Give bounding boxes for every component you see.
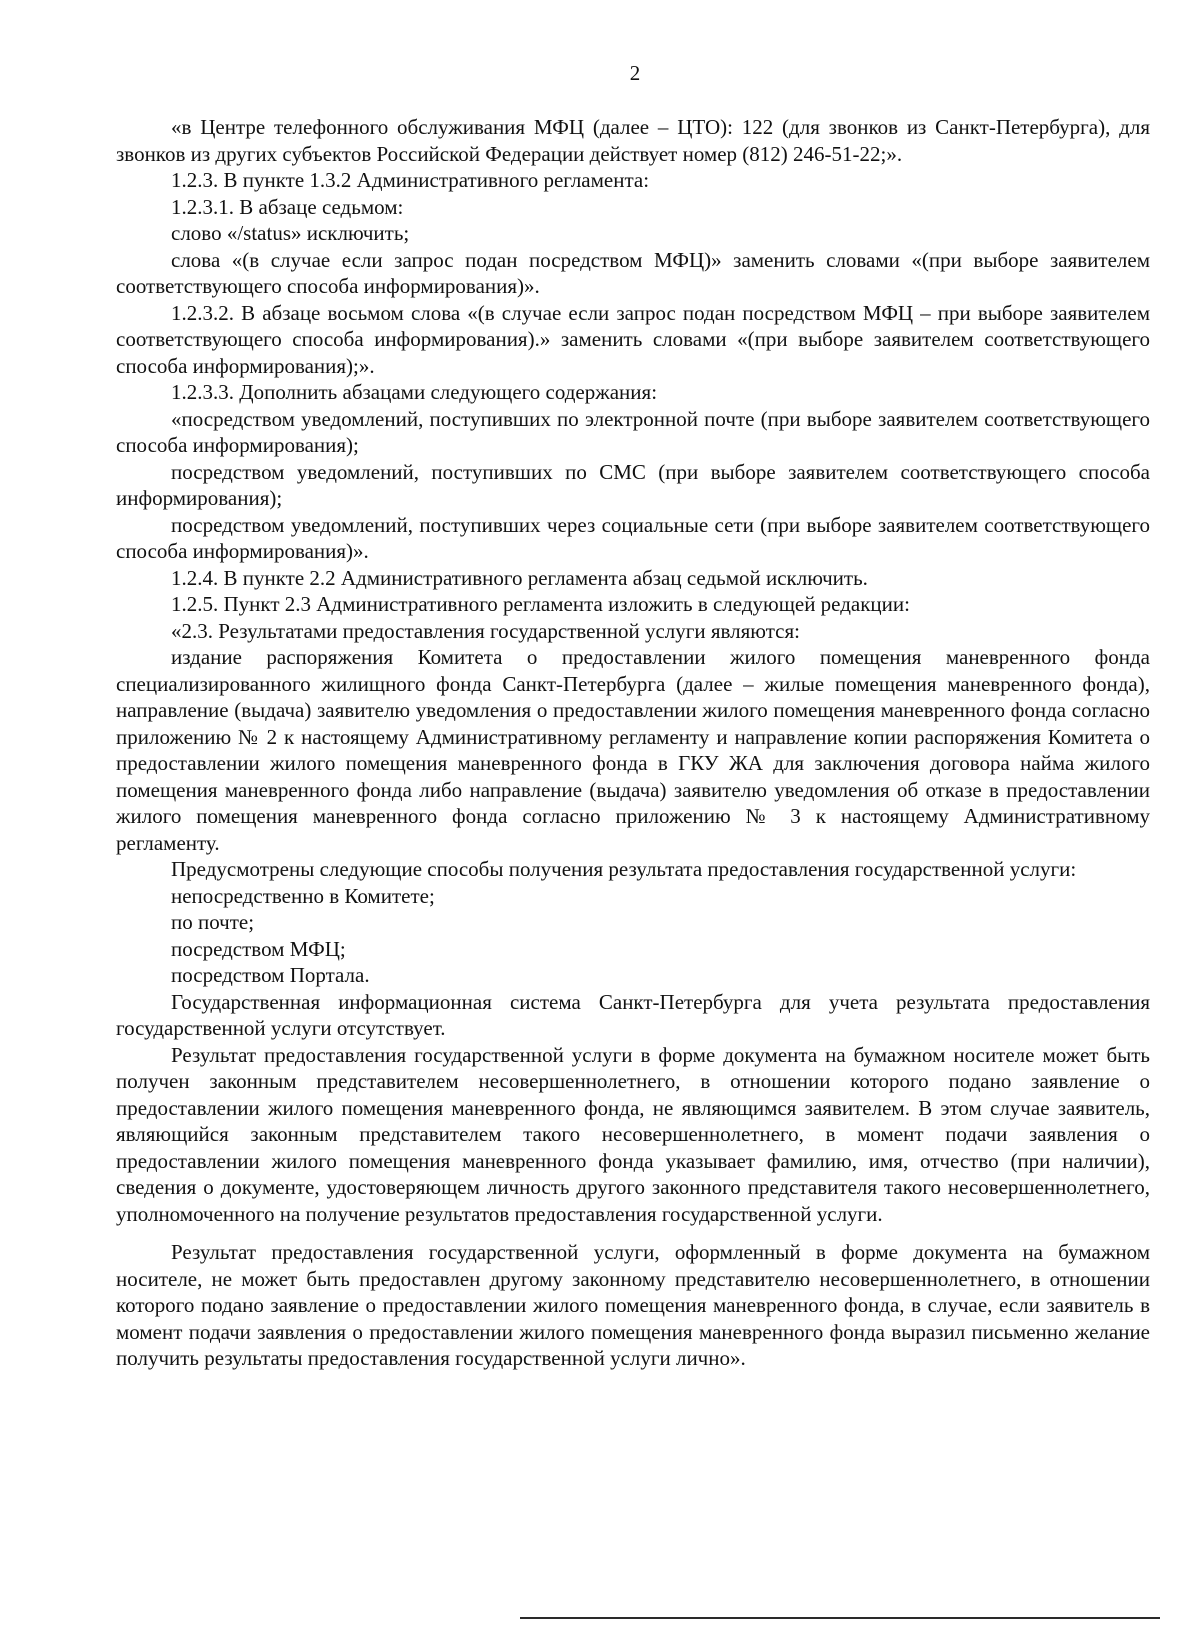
paragraph-1-2-5: 1.2.5. Пункт 2.3 Административного регламента изложить в следующей редакции: xyxy=(171,592,910,616)
paragraph-results-description: издание распоряжения Комитета о предоставлении жилого помещения маневренного фонда специализированного жилищного фонда Санкт-Петербурга (далее – жилые помещения маневренного фонда), направление (выдача) заявителю уведомления о предоставлении жилого помещения маневренного фонда согласно приложению № 2 к настоящему Административному регламенту и направление копии распоряжения Комитета о предоставлении жилого помещения маневренного фонда в ГКУ ЖА для заключения договора найма жилого помещения маневренного фонда либо направление (выдача) заявителю уведомления об отказе в предоставлении жилого помещения маневренного фонда согласно приложению № 3 к настоящему Административному регламенту. xyxy=(116,645,1150,855)
paragraph-email-notifications: «посредством уведомлений, поступивших по электронной почте (при выборе заявителем соответствующего способа информирования); xyxy=(116,406,1150,457)
paragraph-replace-words: слова «(в случае если запрос подан посредством МФЦ)» заменить словами «(при выборе заявителем соответствующего способа информирования)». xyxy=(116,247,1150,298)
paragraph-1-2-3: 1.2.3. В пункте 1.3.2 Административного регламента: xyxy=(171,168,650,192)
paragraph-sms-notifications: посредством уведомлений, поступивших по СМС (при выборе заявителем соответствующего способа информирования); xyxy=(116,459,1150,510)
paragraph-legal-representative: Результат предоставления государственной услуги в форме документа на бумажном носителе может быть получен законным представителем несовершеннолетнего, в отношении которого подано заявление о предоставлении жилого помещения маневренного фонда, не являющимся заявителем. В этом случае заявитель, являющийся законным представителем такого несовершеннолетнего, в момент подачи заявления о предоставлении жилого помещения маневренного фонда указывает фамилию, имя, отчество (при наличии), сведения о документе, удостоверяющем личность другого законного представителя такого несовершеннолетнего, уполномоченного на получение результатов предоставления государственной услуги. xyxy=(116,1042,1150,1226)
paragraph-information-system: Государственная информационная система Санкт-Петербурга для учета результата предоставления государственной услуги отсутствует. xyxy=(116,989,1150,1040)
paragraph-social-notifications: посредством уведомлений, поступивших через социальные сети (при выборе заявителем соответствующего способа информирования)». xyxy=(116,512,1150,563)
paragraph-1-2-3-1: 1.2.3.1. В абзаце седьмом: xyxy=(171,194,404,219)
scan-edge-line xyxy=(520,1617,1160,1619)
document-body xyxy=(116,114,1150,1372)
page-number: 2 xyxy=(629,61,641,85)
paragraph-receipt-methods: Предусмотрены следующие способы получения результата предоставления государственной услуги: xyxy=(171,857,1077,881)
paragraph-1-2-4: 1.2.4. В пункте 2.2 Административного регламента абзац седьмой исключить. xyxy=(171,565,868,590)
paragraph-1-2-3-3: 1.2.3.3. Дополнить абзацами следующего содержания: xyxy=(171,380,658,404)
list-item-mail: по почте; xyxy=(171,910,255,934)
list-item-mfc: посредством МФЦ; xyxy=(171,936,346,961)
paragraph-cto-phone: «в Центре телефонного обслуживания МФЦ (далее – ЦТО): 122 (для звонков из Санкт-Петербурга), для звонков из других субъектов Российской Федерации действует номер (812) 246-51-22;». xyxy=(116,115,1150,166)
list-item-portal: посредством Портала. xyxy=(171,963,370,987)
paragraph-status-exclude: слово «/status» исключить; xyxy=(171,221,410,245)
paragraph-personal-receipt: Результат предоставления государственной услуги, оформленный в форме документа на бумажном носителе, не может быть предоставлен другому законному представителю несовершеннолетнего, в отношении которого подано заявление о предоставлении жилого помещения маневренного фонда, в случае, если заявитель в момент подачи заявления о предоставлении жилого помещения маневренного фонда выразил письменно желание получить результаты предоставления государственной услуги лично». xyxy=(116,1240,1150,1370)
list-item-committee: непосредственно в Комитете; xyxy=(171,883,435,908)
paragraph-1-2-3-2: 1.2.3.2. В абзаце восьмом слова «(в случае если запрос подан посредством МФЦ – при выборе заявителем соответствующего способа информирования).» заменить словами «(при выборе заявителем соответствующего способа информирования);». xyxy=(116,300,1150,378)
paragraph-2-3: «2.3. Результатами предоставления государственной услуги являются: xyxy=(171,618,800,643)
